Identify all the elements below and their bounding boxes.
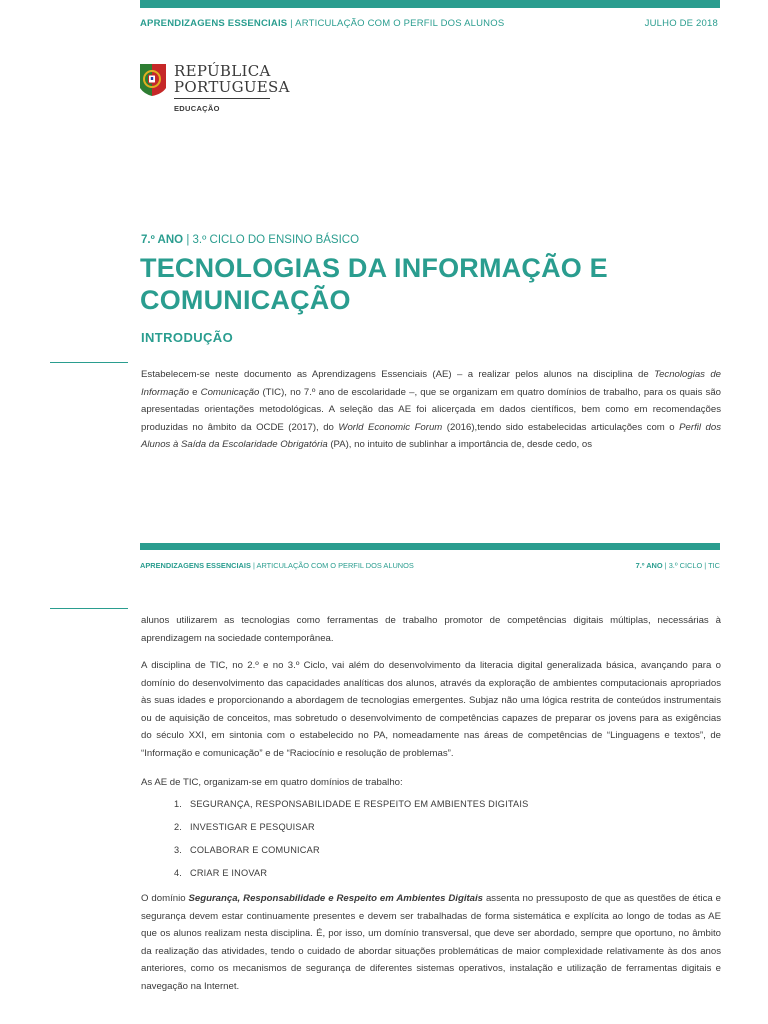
- grade-separator: |: [186, 234, 190, 246]
- paragraph-domains-intro: As AE de TIC, organizam-se em quatro domínios de trabalho:: [141, 777, 403, 788]
- header-doc-name: APRENDIZAGENS ESSENCIAIS: [140, 18, 288, 29]
- portuguese-coat-of-arms-icon: [138, 60, 168, 100]
- top-accent-bar: [140, 0, 720, 8]
- footer-page-info: [636, 561, 720, 570]
- intro-italic-1: Tecnologias de Informação: [141, 369, 722, 398]
- header-separator: |: [290, 18, 293, 29]
- header-date: JULHO DE 2018: [644, 18, 718, 29]
- paragraph-continuation: alunos utilizarem as tecnologias como ferramentas de trabalho promotor de competências digitais múltiplas, necessárias à aprendizagem na sociedade contemporânea.: [141, 615, 721, 644]
- header-title: [140, 18, 504, 29]
- footer-separator: |: [252, 561, 255, 570]
- republica-portuguesa-logo: [138, 60, 298, 116]
- intro-italic-4: Perfil dos Alunos à Saída da Escolaridade Obrigatória: [141, 421, 721, 451]
- list-item: [174, 822, 528, 845]
- logo-line-republica: REPÚBLICA: [174, 62, 271, 80]
- intro-text-1: Estabelecem-se neste documento as Aprendizagens Essenciais (AE) – a realizar pelos alunos na disciplina de: [141, 369, 655, 380]
- paragraph-safety-domain: [141, 890, 721, 996]
- paragraph-tic-discipline: A disciplina de TIC, no 2.º e no 3.º Ciclo, vai além do desenvolvimento da literacia digital generalizada básica, avançando para o domínio do desenvolvimento das capacidades analíticas dos alunos, através da exploração de ambientes computacionais apropriados às suas idades e proporcionando a abordagem de tecnologias emergentes. Subjaz não uma lógica restrita de conteúdos instrumentais ou de aquisição de conceitos, mas sobretudo o desenvolvimento de competências capazes de preparar os jovens para as exigências do século XXI, em sintonia com o estabelecido no PA, nomeadamente nas áreas de competências de “Linguagens e textos”, de “Informação e comunicação” e de “Raciocínio e resolução de problemas”.: [141, 660, 721, 759]
- list-item-label: COLABORAR E COMUNICAR: [190, 845, 320, 855]
- intro-paragraph: [141, 366, 721, 454]
- footer-year: 7.º ANO: [635, 561, 663, 570]
- intro-text-3: (TIC), no 7.º ano de escolaridade –, que se organizam em quatro domínios de trabalho, para os quais são apresentadas orientações metodológicas. A seleção das AE foi alicerçada em dados científicos, bem como em recomendações produzidas no âmbito da OCDE (2017), do: [141, 386, 722, 433]
- footer-title: [140, 561, 414, 570]
- list-item-number: 4.: [174, 868, 183, 878]
- safety-text-2: assenta no pressuposto de que as questões de ética e segurança devem estar continuamente presentes e devem ser trabalhadas de forma sistemática e explícita ao longo de todas as AE que os alunos realizam nesta disciplina. É, por isso, um domínio transversal, que deve ser abordado, sempre que oportuno, no âmbito da realização das atividades, tendo o cuidado de abordar situações problemáticas de maior complexidade relativamente às dos anos anteriores, como os mecanismos de segurança de diferentes sistemas operativos, instalação e utilização de ferramentas digitais e navegação na Internet.: [141, 893, 721, 992]
- list-item-label: SEGURANÇA, RESPONSABILIDADE E RESPEITO EM AMBIENTES DIGITAIS: [190, 799, 529, 809]
- list-item-number: 3.: [174, 845, 183, 855]
- intro-text-5: (PA), no intuito de sublinhar a importância de, desde cedo, os: [327, 439, 593, 451]
- domains-list: [174, 799, 528, 891]
- list-item: [174, 799, 528, 822]
- list-item: [174, 845, 528, 868]
- footer-doc-sub: ARTICULAÇÃO COM O PERFIL DOS ALUNOS: [256, 561, 414, 570]
- grade-cycle: 3.º CICLO DO ENSINO BÁSICO: [192, 234, 360, 246]
- intro-italic-3: World Economic Forum: [338, 421, 443, 433]
- safety-domain-name: Segurança, Responsabilidade e Respeito em Ambientes Digitais: [188, 893, 484, 904]
- logo-line-educacao: EDUCAÇÃO: [174, 104, 220, 113]
- logo-line-portuguesa: PORTUGUESA: [174, 78, 290, 96]
- intro-text-4: (2016),tendo sido estabelecidas articulações com o: [442, 421, 680, 433]
- list-item-number: 2.: [174, 822, 183, 832]
- page-break-bar: [140, 543, 720, 550]
- list-item-label: INVESTIGAR E PESQUISAR: [190, 822, 315, 832]
- intro-text-2: e: [189, 386, 201, 398]
- grade-year: 7.º ANO: [141, 234, 184, 246]
- intro-italic-2: Comunicação: [200, 386, 260, 398]
- footer-cycle: | 3.º CICLO | TIC: [664, 561, 720, 570]
- left-accent-line: [50, 362, 128, 363]
- left-accent-line-2: [50, 608, 128, 609]
- list-item-number: 1.: [174, 799, 183, 809]
- grade-line: [141, 234, 359, 246]
- list-item: [174, 868, 528, 891]
- list-item-label: CRIAR E INOVAR: [190, 868, 268, 878]
- footer-doc-name: APRENDIZAGENS ESSENCIAIS: [140, 561, 251, 570]
- page-title: TECNOLOGIAS DA INFORMAÇÃO E COMUNICAÇÃO: [140, 253, 608, 315]
- logo-divider: [174, 98, 270, 99]
- safety-text-1: O domínio: [141, 893, 189, 904]
- section-heading-introducao: INTRODUÇÃO: [141, 330, 234, 345]
- header-doc-sub: ARTICULAÇÃO COM O PERFIL DOS ALUNOS: [295, 18, 505, 29]
